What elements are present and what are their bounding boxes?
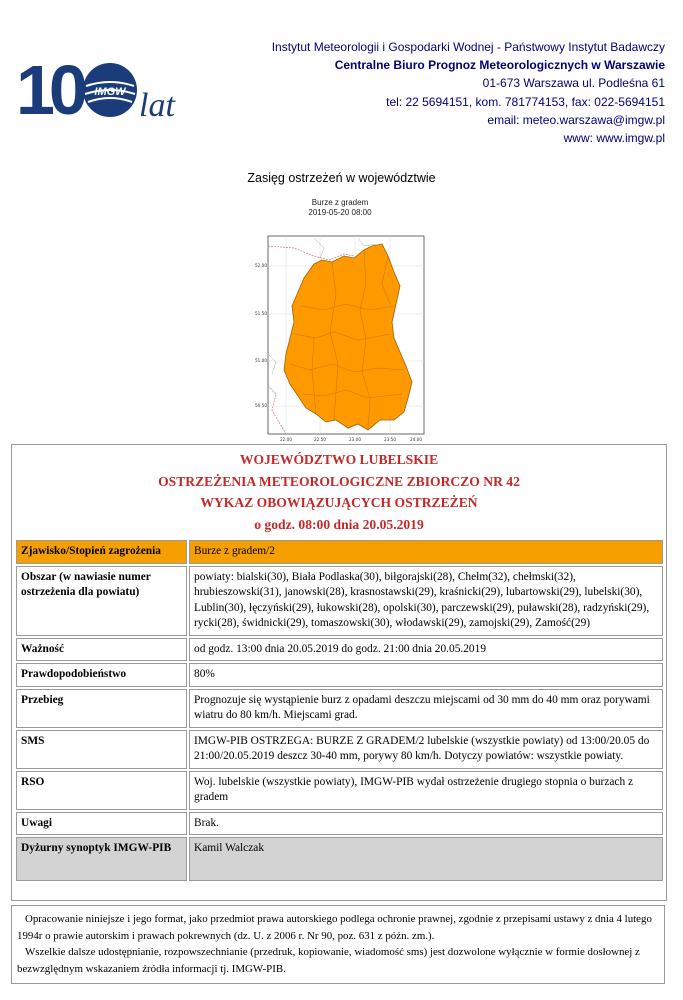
svg-text:23.00: 23.00	[349, 437, 361, 442]
svg-text:22.00: 22.00	[280, 437, 292, 442]
logo-brand: IMGW	[94, 86, 126, 98]
logo-number: 10	[16, 51, 82, 122]
imgw-100-lat-logo	[14, 42, 194, 122]
table-row	[16, 837, 663, 881]
row-label: RSO	[16, 771, 187, 810]
table-row	[16, 689, 663, 728]
table-row	[16, 566, 663, 636]
svg-text:52.00: 52.00	[255, 263, 267, 268]
address: 01-673 Warszawa ul. Podleśna 61	[482, 76, 665, 91]
row-value: IMGW-PIB OSTRZEGA: BURZE Z GRADEM/2 lubelskie (wszystkie powiaty) od 13:00/20.05 do 21:00/20.05.2019 deszcz 30-40 mm, porywy 80 km/h. Dotyczy powiatów: wszystkie powiaty.	[189, 730, 663, 769]
email-link[interactable]: meteo.warszawa@imgw.pl	[522, 112, 665, 127]
row-label: SMS	[16, 730, 187, 769]
www-link[interactable]: www.imgw.pl	[596, 131, 665, 146]
distribution-paragraph: Wszelkie dalsze udostępnianie, rozpowszechnianie (przedruk, kopiowanie, wiadomość sms) jest dozwolone wyłącznie w formie dosłownej z bezwzględnym wskazaniem źródła informacji tj. IMGW-PIB.	[17, 946, 640, 975]
row-value: od godz. 13:00 dnia 20.05.2019 do godz. 21:00 dnia 20.05.2019	[189, 638, 663, 662]
svg-text:50.50: 50.50	[255, 403, 267, 408]
table-row	[16, 812, 663, 836]
warning-banner	[12, 445, 666, 535]
institute-name: Instytut Meteorologii i Gospodarki Wodnej - Państwowy Instytut Badawczy	[271, 40, 665, 54]
bureau-name: Centralne Biuro Prognoz Meteorologicznych w Warszawie	[334, 58, 665, 73]
table-row	[16, 771, 663, 810]
row-label: Prawdopodobieństwo	[16, 663, 187, 687]
row-value: powiaty: bialski(30), Biała Podlaska(30), biłgorajski(28), Chełm(32), chełmski(32), hrubieszowski(31), janowski(28), krasnostawski(29), kraśnicki(29), lubartowski(29), lubelski(30), Lublin(30), łęczyński(29), łukowski(28), opolski(30), parczewski(29), puławski(28), radzyński(29), rycki(28), świdnicki(29), tomaszowski(30), włodawski(29), zamojski(29), Zamość(29)	[189, 566, 663, 636]
row-label: Uwagi	[16, 812, 187, 836]
warning-map	[240, 198, 440, 448]
phone-fax: tel: 22 5694151, kom. 781774153, fax: 022-5694151	[386, 94, 665, 109]
warning-summary-box	[11, 444, 667, 901]
table-row	[16, 730, 663, 769]
warnings-number-title: OSTRZEŻENIA METEOROLOGICZNE ZBIORCZO NR 42	[158, 473, 520, 489]
logo-suffix: lat	[139, 87, 175, 122]
copyright-paragraph: Opracowanie niniejsze i jego format, jako przedmiot prawa autorskiego podlega ochronie prawnej, zgodnie z przepisami ustawy z dnia 4 lutego 1994r o prawie autorskim i prawach pokrewnych (dz. U. z 2006 r. Nr 90, poz. 631 z późn. zm.).	[17, 913, 652, 942]
warnings-list-title: WYKAZ OBOWIĄZUJĄCYCH OSTRZEŻEŃ	[200, 495, 478, 510]
email-line: email: meteo.warszawa@imgw.pl	[487, 112, 665, 127]
row-value: Kamil Walczak	[189, 837, 663, 881]
voivodeship-title: WOJEWÓDZTWO LUBELSKIE	[239, 452, 439, 467]
row-value: Burze z gradem/2	[189, 540, 663, 564]
svg-text:24.00: 24.00	[410, 437, 422, 442]
row-label: Przebieg	[16, 689, 187, 728]
institute-header	[272, 38, 665, 147]
row-value: Brak.	[189, 812, 663, 836]
range-title: Zasięg ostrzeżeń w województwie	[247, 171, 436, 185]
row-label: Zjawisko/Stopień zagrożenia	[16, 540, 187, 564]
table-row	[16, 663, 663, 687]
svg-text:22.50: 22.50	[314, 437, 326, 442]
warning-table	[14, 538, 665, 883]
row-value: Prognozuje się wystąpienie burz z opadami deszczu miejscami od 30 mm do 40 mm oraz porywami wiatru do 80 km/h. Miejscami grad.	[189, 689, 663, 728]
row-label: Ważność	[16, 638, 187, 662]
row-label: Obszar (w nawiasie numer ostrzeżenia dla powiatu)	[16, 566, 187, 636]
map-canvas	[254, 234, 426, 444]
row-label: Dyżurny synoptyk IMGW-PIB	[16, 837, 187, 881]
row-value: Woj. lubelskie (wszystkie powiaty), IMGW-PIB wydał ostrzeżenie drugiego stopnia o burzach z gradem	[189, 771, 663, 810]
map-title: Burze z gradem 2019-05-20 08:00	[308, 198, 372, 217]
copyright-footer	[11, 905, 665, 984]
svg-text:23.50: 23.50	[384, 437, 396, 442]
table-row	[16, 540, 663, 564]
www-line: www: www.imgw.pl	[563, 131, 665, 146]
row-value: 80%	[189, 663, 663, 687]
issue-time: o godz. 08:00 dnia 20.05.2019	[254, 516, 424, 532]
svg-text:51.00: 51.00	[255, 358, 267, 363]
svg-text:51.50: 51.50	[255, 311, 267, 316]
table-row	[16, 638, 663, 662]
